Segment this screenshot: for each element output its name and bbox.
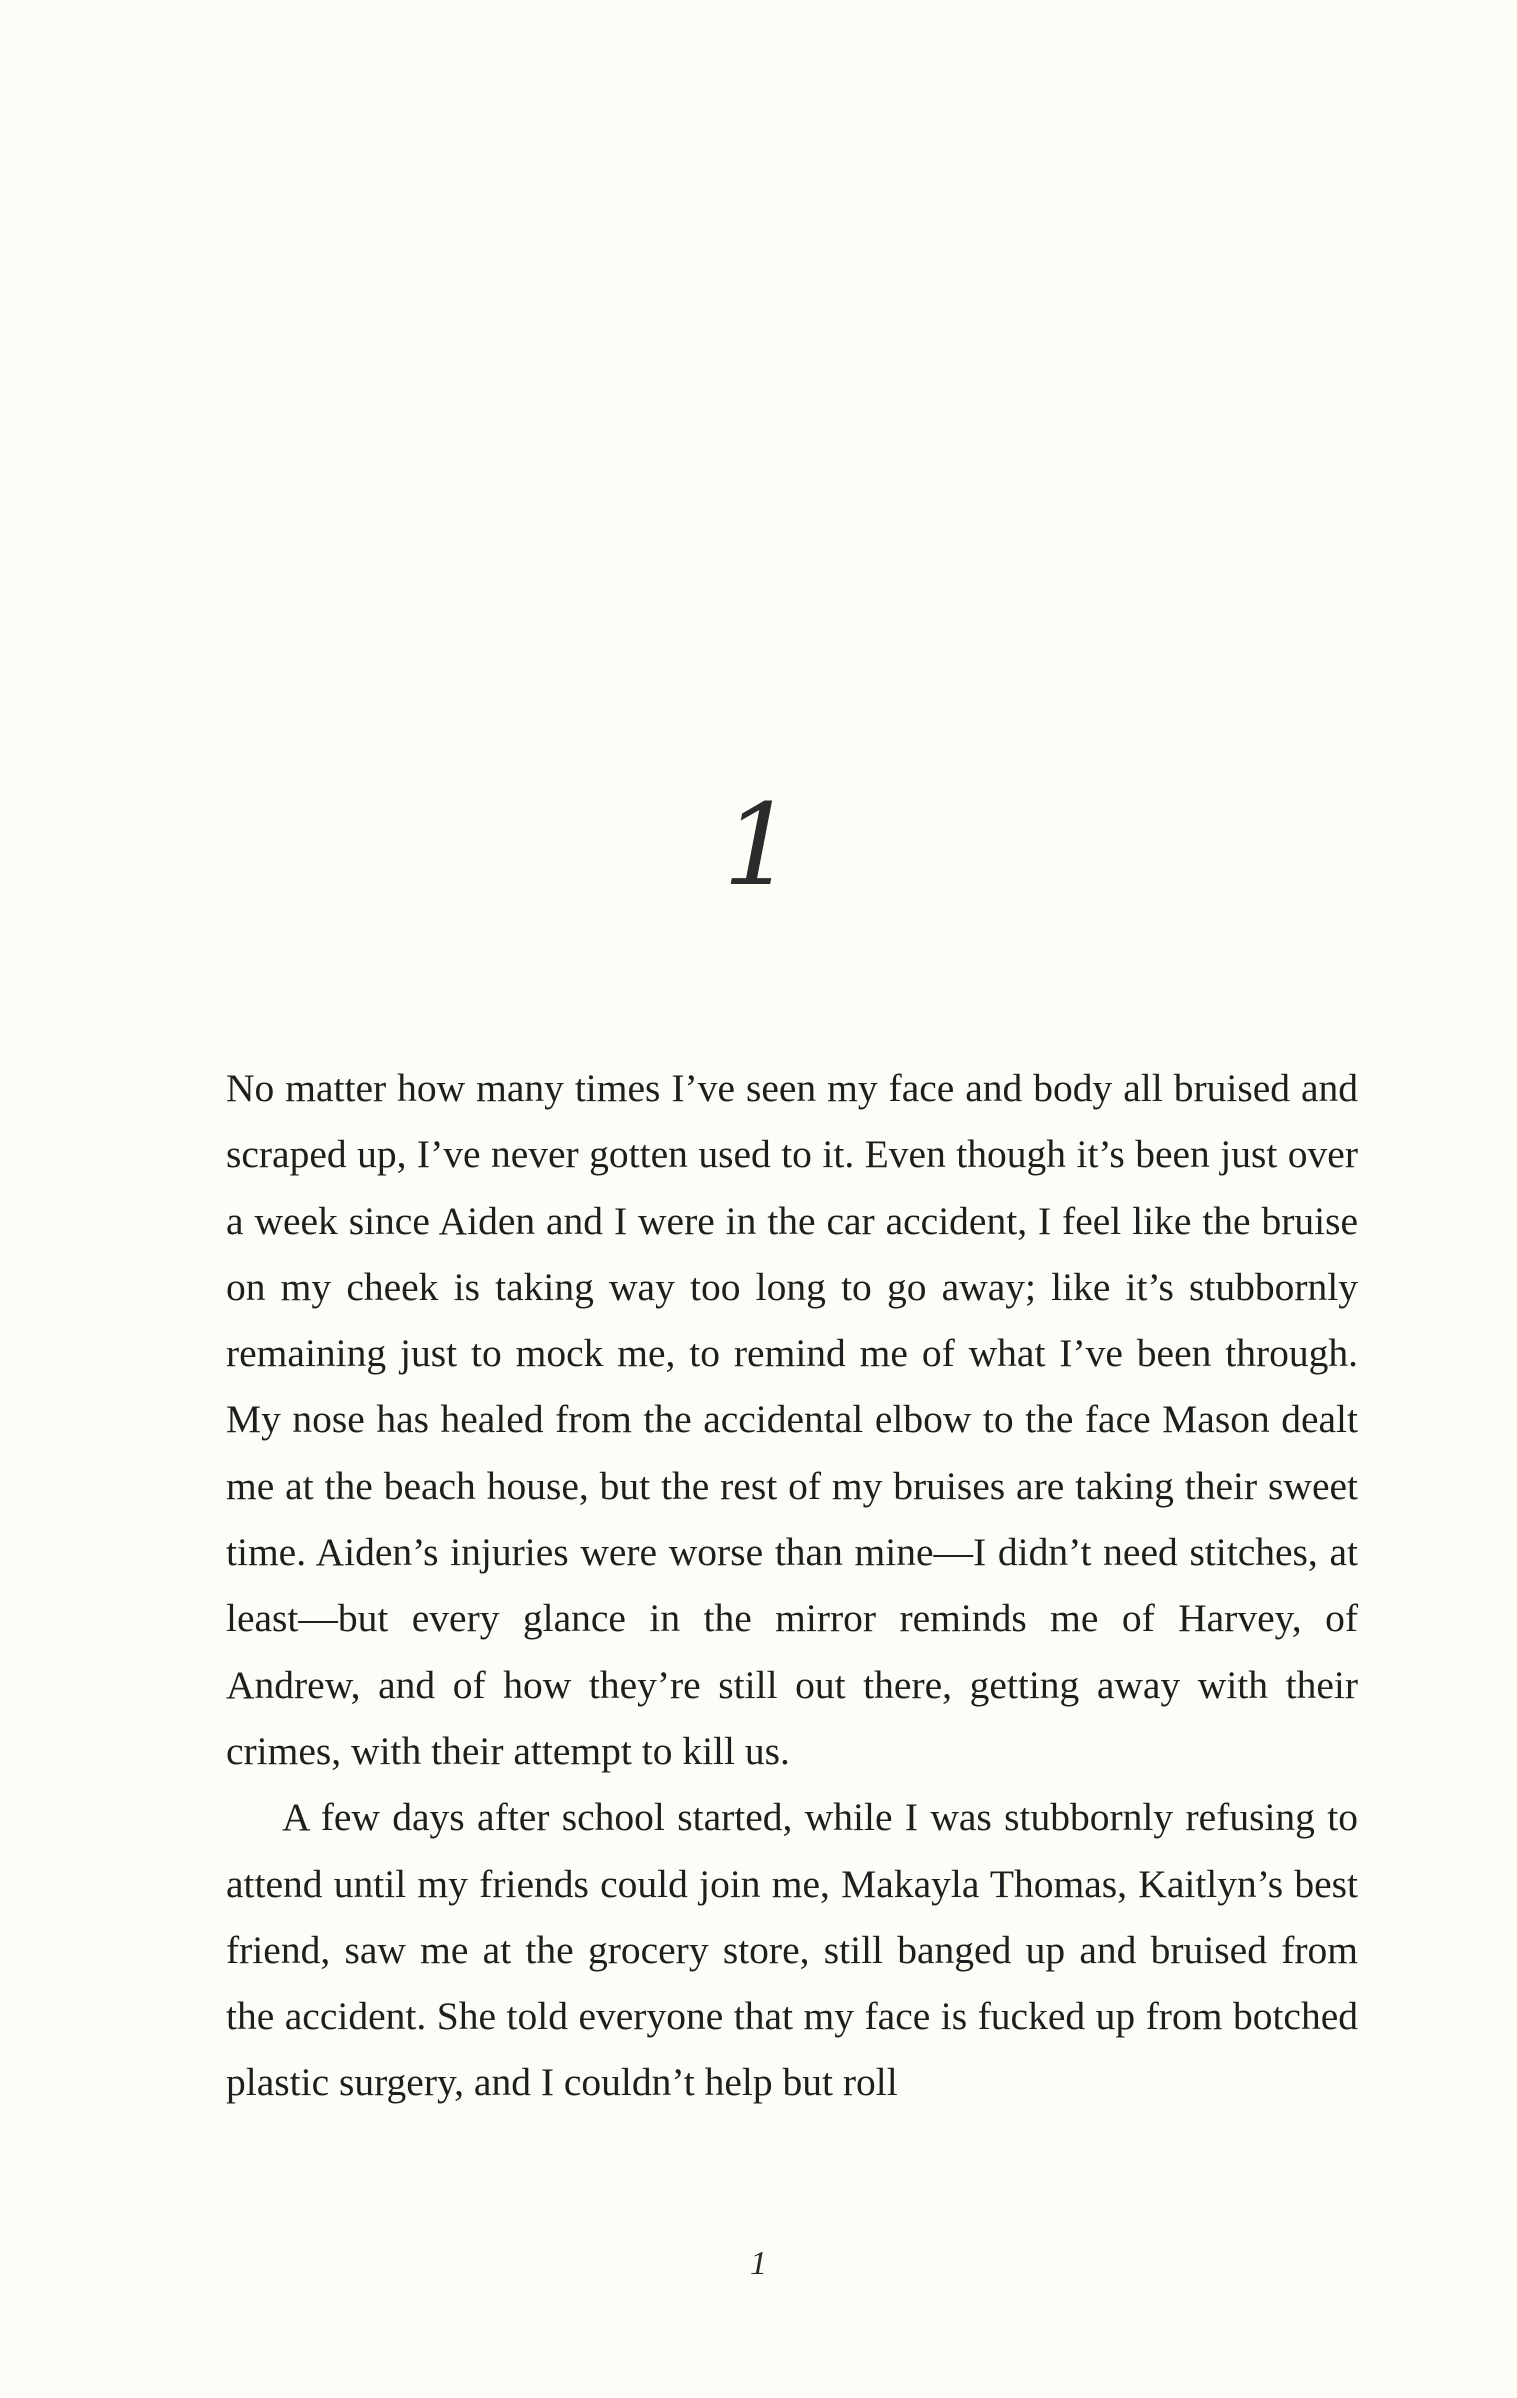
paragraph-1: No matter how many times I’ve seen my face and body all bruised and scraped up, I’ve never gotten used to it. Even though it’s been just over a week since Aiden and I were in the car accident, I feel like the bruise on my cheek is taking way too long to go away; like it’s stubbornly remaining just to mock me, to remind me of what I’ve been through. My nose has healed from the accidental elbow to the face Mason dealt me at the beach house, but the rest of my bruises are taking their sweet time. Aiden’s injuries were worse than mine—I didn’t need stitches, at least—but every glance in the mirror reminds me of Harvey, of Andrew, and of how they’re still out there, getting away with their crimes, with their attempt to kill us. [226,1066,1358,1773]
chapter-number: 1 [722,781,795,911]
chapter-body [226,1055,1358,2116]
page-number: 1 [750,2245,767,2282]
paragraph-2: A few days after school started, while I was stubbornly refusing to attend until my friends could join me, Makayla Thomas, Kaitlyn’s best friend, saw me at the grocery store, still banged up and bruised from the accident. She told everyone that my face is fucked up from botched plastic surgery, and I couldn’t help but roll [226,1795,1358,2105]
